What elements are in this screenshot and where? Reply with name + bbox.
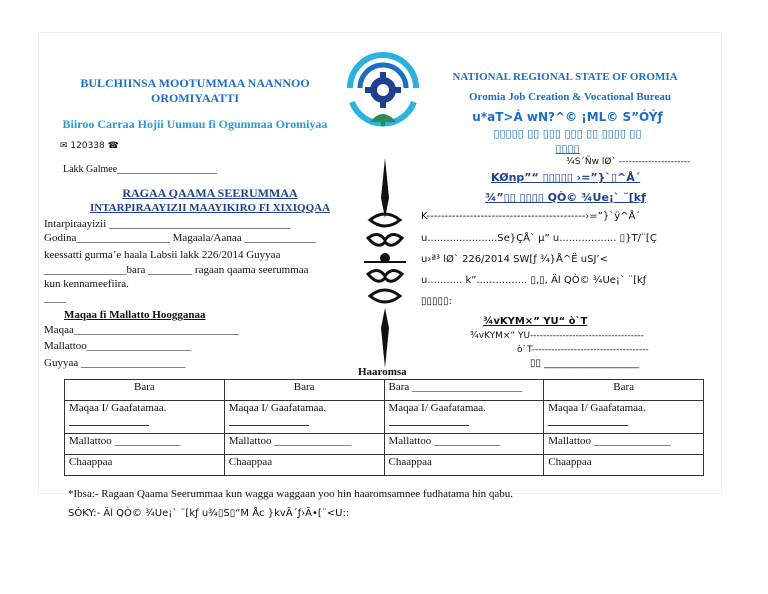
cell-maqaa-1: Maqaa I/ Gaafatamaa. bbox=[65, 401, 225, 434]
table-row-bara bbox=[65, 380, 704, 401]
body-text-line-5: kun kennameefiira. bbox=[44, 278, 129, 290]
renewal-label: Haaromsa bbox=[358, 366, 407, 378]
renewal-table bbox=[64, 379, 704, 476]
zone-town-line: Godina_________________ Magaala/Aanaa _____________ bbox=[44, 232, 316, 244]
bureau-logo bbox=[340, 44, 426, 132]
amharic-header-2: ▯▯▯▯▯ ▯▯ ▯▯▯ ▯▯▯ ▯▯ ▯▯▯▯ ▯▯ bbox=[493, 127, 642, 140]
cell-mallattoo-1: Mallattoo ____________ bbox=[65, 434, 225, 455]
amharic-body-line-5: ▯▯▯▯▯: bbox=[421, 296, 452, 307]
reference-number-label: Lakk Galmee____________________ bbox=[63, 164, 218, 175]
amharic-body-line-3: u›ª³ lØ` 226/2014 SW[ƒ ¾}Å^Ë uSJ’< bbox=[421, 254, 608, 265]
cell-maqaa-3: Maqaa I/ Gaafatamaa. bbox=[384, 401, 544, 434]
table-row-chaappaa bbox=[65, 455, 704, 476]
amharic-header-1: u*aT>Á wN?^© ¡ML© S”ÓÝƒ bbox=[472, 110, 663, 124]
amharic-ref-line: ¾S´Ñw lØ` ---------------------- bbox=[566, 157, 691, 167]
table-row-maqaa bbox=[65, 401, 704, 434]
right-bureau-name: Oromia Job Creation & Vocational Bureau bbox=[469, 91, 671, 103]
left-bureau-name: Biiroo Carraa Hojii Uumuu fi Ogummaa Oromiyaa bbox=[62, 117, 328, 131]
amharic-title-2: ¾”▯▯ ▯▯▯▯ QÒ© ¾Ue¡` ¨[kƒ bbox=[485, 191, 646, 204]
cell-mallattoo-4: Mallattoo ______________ bbox=[544, 434, 704, 455]
head-sign-title: Maqaa fi Mallatto Hoogganaa bbox=[64, 309, 206, 321]
cell-chaappaa-3: Chaappaa bbox=[384, 455, 544, 476]
cell-bara-3: Bara ____________________ bbox=[384, 380, 544, 401]
cell-chaappaa-4: Chaappaa bbox=[544, 455, 704, 476]
cell-maqaa-4: Maqaa I/ Gaafatamaa. bbox=[544, 401, 704, 434]
cell-maqaa-2: Maqaa I/ Gaafatamaa. bbox=[224, 401, 384, 434]
amharic-title-1: KØnp”“ ▯▯▯▯▯ ›=”}`▯^Å´ bbox=[491, 171, 641, 184]
head-name-line: Maqaa______________________________ bbox=[44, 324, 239, 336]
amharic-sign-name: ¾vKYM×” YU----------------------------------- bbox=[470, 331, 644, 341]
footer-note: *Ibsa:- Ragaan Qaama Seerummaa kun wagga waggaan yoo hin haaromsamnee fudhatama hin qabu. bbox=[68, 488, 514, 500]
body-text-line-6: ____ bbox=[44, 292, 66, 304]
certificate-title: RAGAA QAAMA SEERUMMAA bbox=[122, 186, 298, 200]
amharic-body-line-1: K--------------------------------------------›=”}`ÿ^Å´ bbox=[421, 211, 641, 222]
footer-note-amharic: SÓKY:- Äl QÒ© ¾Ue¡` ¨[kƒ u¾▯S▯“M Åc }kvÃ´ƒ›Ã•[¨<U:: bbox=[68, 508, 350, 519]
amharic-sign-date: ▯▯ ___________________ bbox=[530, 358, 640, 369]
cell-chaappaa-2: Chaappaa bbox=[224, 455, 384, 476]
cell-mallattoo-2: Mallattoo ______________ bbox=[224, 434, 384, 455]
certificate-subtitle: INTARPIRAAYIZII MAAYIKIRO FI XIXIQQAA bbox=[89, 202, 331, 214]
table-row-mallattoo bbox=[65, 434, 704, 455]
cell-mallattoo-3: Mallattoo ____________ bbox=[384, 434, 544, 455]
amharic-body-line-4: u........... k”................ ▯,▯, Äl QÒ© ¾Ue¡` ¨[kƒ bbox=[421, 275, 647, 286]
cell-bara-4: Bara bbox=[544, 380, 704, 401]
amharic-sign-title: ¾vKYM×” YU“ ò`T bbox=[483, 316, 588, 327]
enterprise-name-line: Intarpiraayizii _________________________________ bbox=[44, 218, 291, 230]
amharic-body-line-2: u......................Se}ÇÅ` µ” u.................. ▯}T/¨[Ç bbox=[421, 233, 657, 244]
amharic-header-3: ▯▯▯▯ bbox=[555, 142, 580, 155]
body-text-line-4: _______________bara ________ ragaan qaama seerummaa bbox=[44, 264, 309, 276]
right-header-title: NATIONAL REGIONAL STATE OF OROMIA bbox=[452, 71, 678, 83]
cell-bara-1: Bara bbox=[65, 380, 225, 401]
phone-line: ✉ 120338 ☎ bbox=[60, 141, 119, 151]
cell-bara-2: Bara bbox=[224, 380, 384, 401]
left-header-title-2: OROMIYAATTI bbox=[150, 91, 239, 105]
left-header-title-1: BULCHIINSA MOOTUMMAA NAANNOO bbox=[80, 76, 310, 90]
ornamental-divider bbox=[360, 158, 410, 368]
body-text-line-3: keessatti gurma’e haala Labsii lakk 226/2014 Guyyaa bbox=[44, 249, 281, 261]
amharic-sign-signature: ò`T------------------------------------ bbox=[517, 345, 649, 355]
cell-chaappaa-1: Chaappaa bbox=[65, 455, 225, 476]
head-signature-line: Mallattoo___________________ bbox=[44, 340, 192, 352]
head-date-line: Guyyaa ___________________ bbox=[44, 357, 186, 369]
